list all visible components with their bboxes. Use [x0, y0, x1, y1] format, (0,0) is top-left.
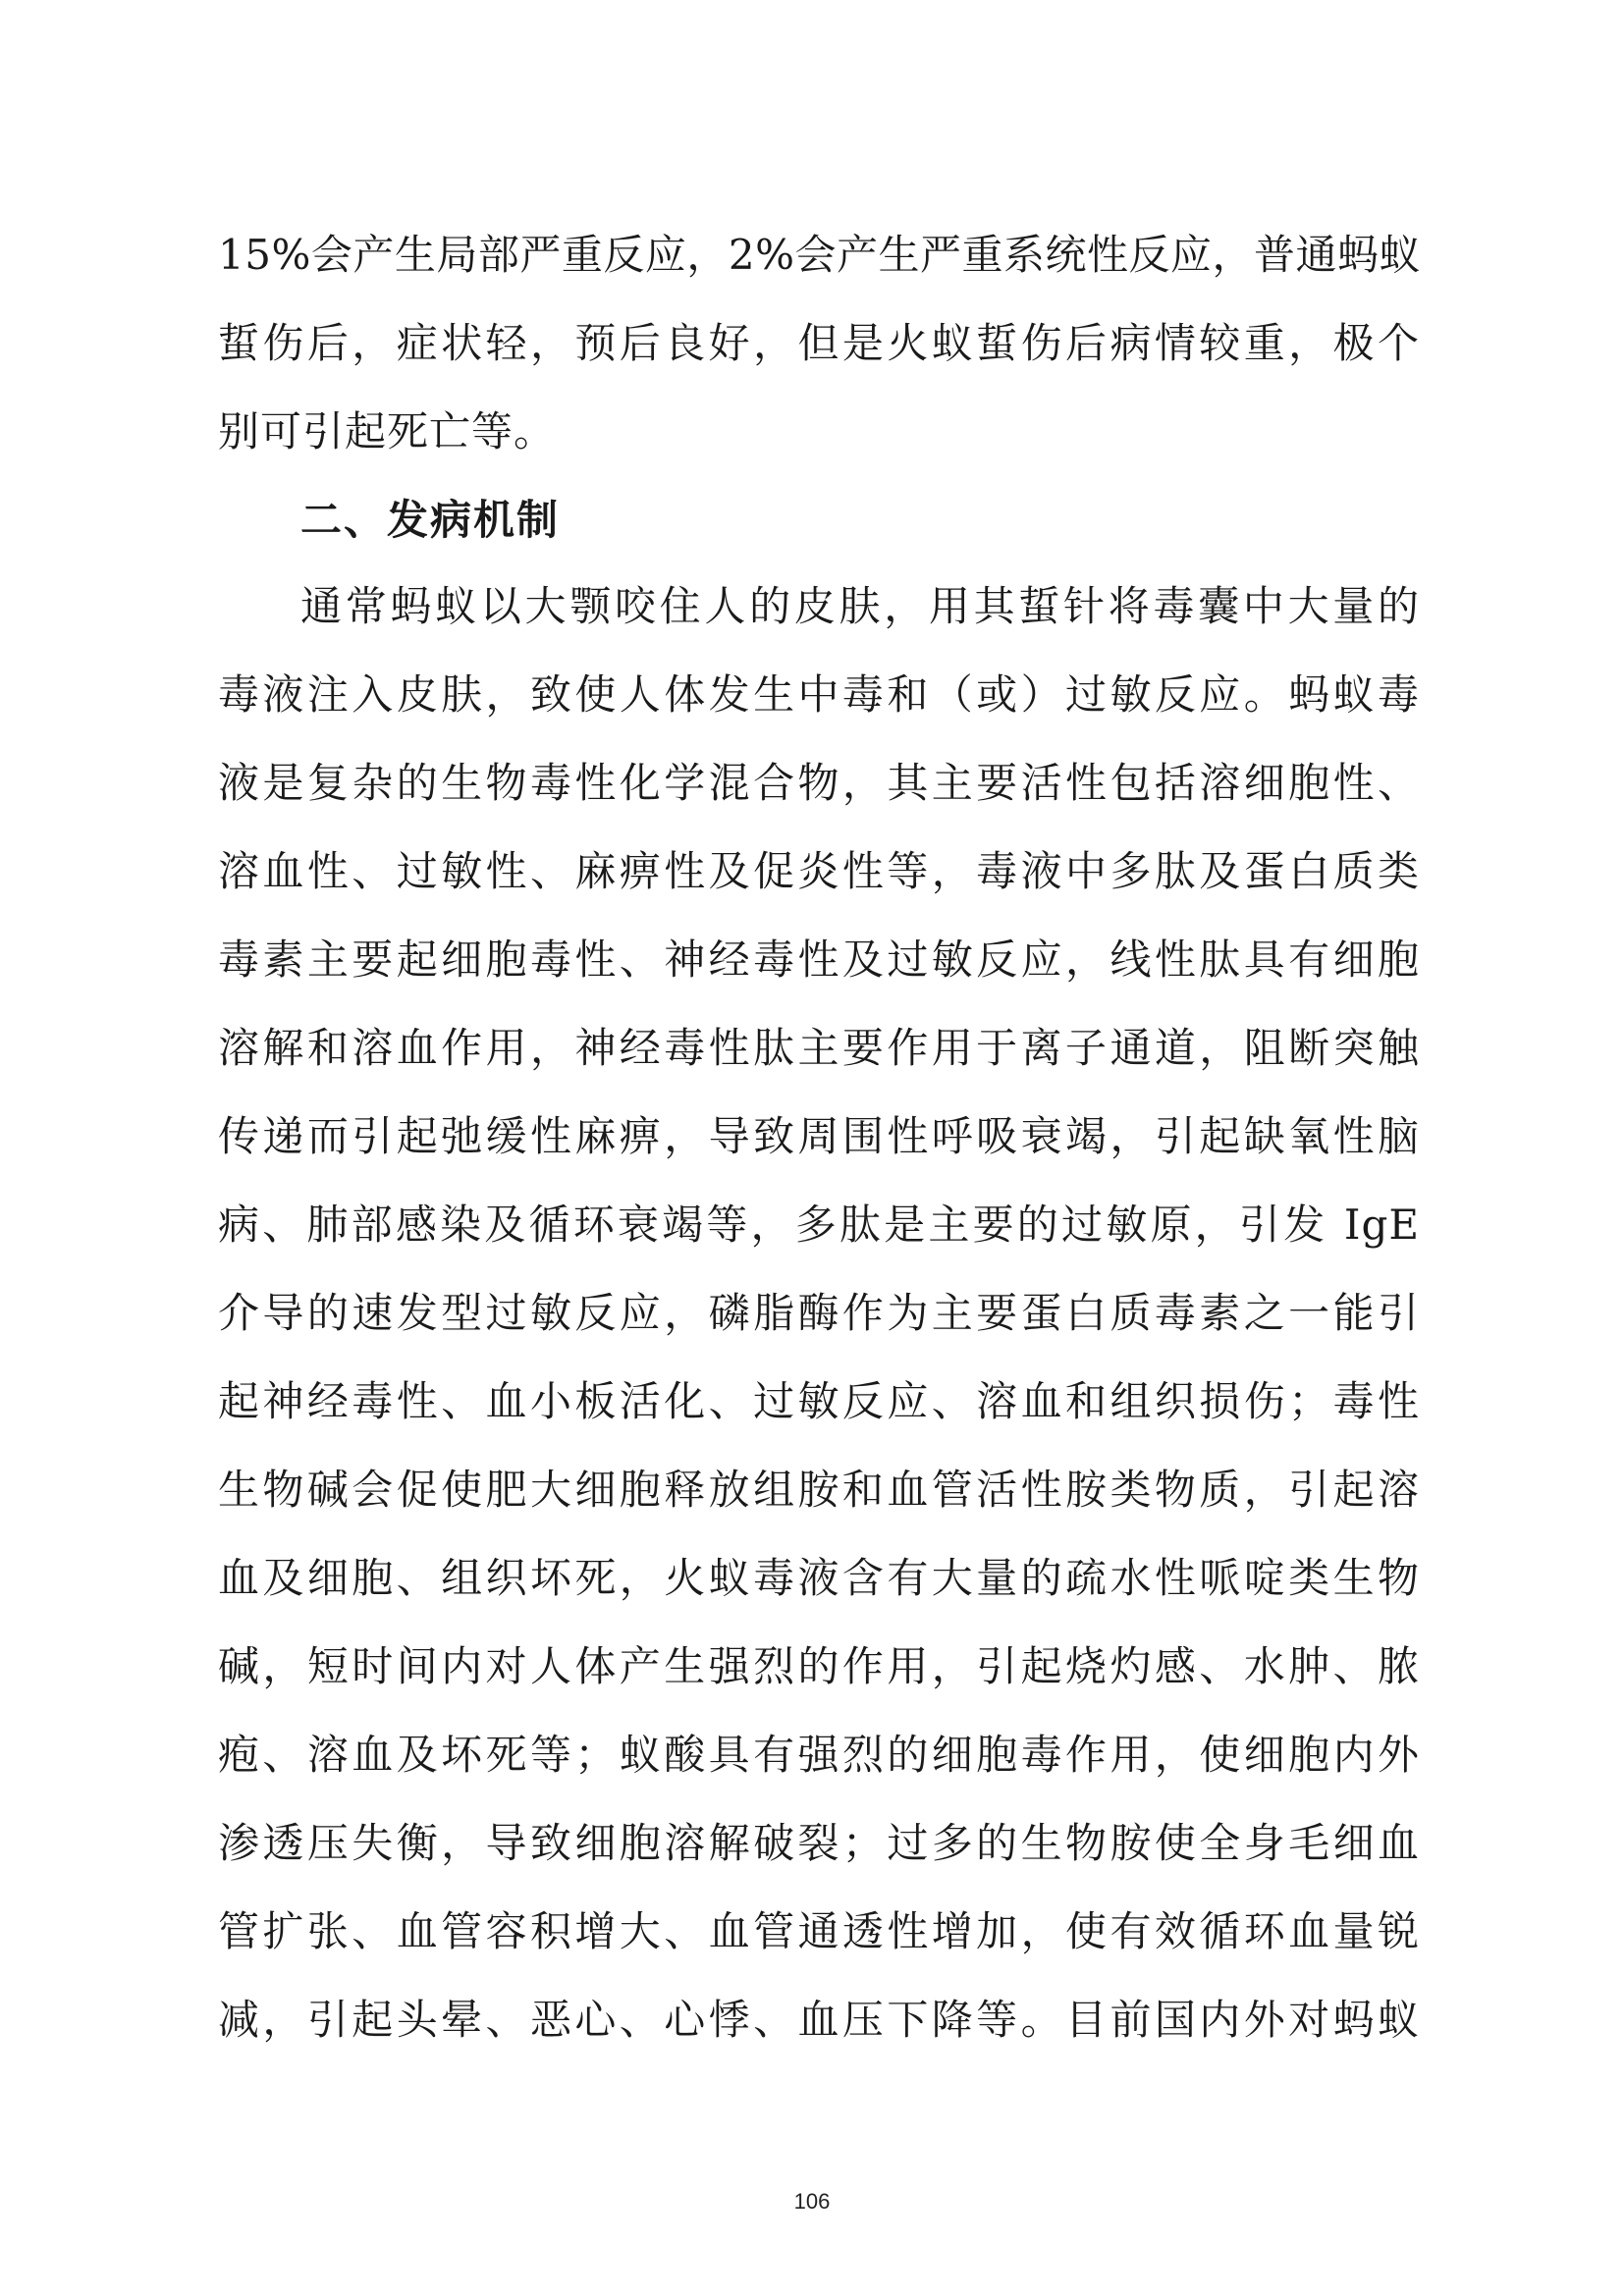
- paragraph-line: 通常蚂蚁以大颚咬住人的皮肤，用其蜇针将毒囊中大量的: [300, 582, 1420, 630]
- paragraph-line: 蜇伤后，症状轻，预后良好，但是火蚁蜇伤后病情较重，极个: [218, 319, 1420, 367]
- paragraph-line: 碱，短时间内对人体产生强烈的作用，引起烧灼感、水肿、脓: [218, 1642, 1420, 1690]
- paragraph-line: 别可引起死亡等。: [218, 407, 557, 455]
- paragraph-line: 生物碱会促使肥大细胞释放组胺和血管活性胺类物质，引起溶: [218, 1466, 1420, 1514]
- paragraph-line: 渗透压失衡，导致细胞溶解破裂；过多的生物胺使全身毛细血: [218, 1819, 1420, 1867]
- paragraph-line: 疱、溶血及坏死等；蚁酸具有强烈的细胞毒作用，使细胞内外: [218, 1731, 1420, 1779]
- paragraph-line: 介导的速发型过敏反应，磷脂酶作为主要蛋白质毒素之一能引: [218, 1289, 1420, 1337]
- page-number: 106: [793, 2189, 831, 2214]
- paragraph-line: 溶血性、过敏性、麻痹性及促炎性等，毒液中多肽及蛋白质类: [218, 847, 1420, 895]
- paragraph-line: 溶解和溶血作用，神经毒性肽主要作用于离子通道，阻断突触: [218, 1024, 1420, 1072]
- paragraph-line: 毒液注入皮肤，致使人体发生中毒和（或）过敏反应。蚂蚁毒: [218, 670, 1420, 719]
- paragraph-line: 传递而引起弛缓性麻痹，导致周围性呼吸衰竭，引起缺氧性脑: [218, 1112, 1420, 1160]
- paragraph-line: 病、肺部感染及循环衰竭等，多肽是主要的过敏原，引发 IgE: [218, 1201, 1420, 1249]
- paragraph-line: 减，引起头晕、恶心、心悸、血压下降等。目前国内外对蚂蚁: [218, 1996, 1420, 2044]
- paragraph-line: 液是复杂的生物毒性化学混合物，其主要活性包括溶细胞性、: [218, 759, 1420, 807]
- paragraph-line: 15%会产生局部严重反应，2%会产生严重系统性反应，普通蚂蚁: [218, 231, 1421, 279]
- paragraph-line: 血及细胞、组织坏死，火蚁毒液含有大量的疏水性哌啶类生物: [218, 1554, 1420, 1602]
- paragraph-line: 毒素主要起细胞毒性、神经毒性及过敏反应，线性肽具有细胞: [218, 935, 1420, 984]
- paragraph-line: 起神经毒性、血小板活化、过敏反应、溶血和组织损伤；毒性: [218, 1377, 1420, 1425]
- paragraph-line: 管扩张、血管容积增大、血管通透性增加，使有效循环血量锐: [218, 1907, 1420, 1955]
- section-heading: 二、发病机制: [300, 496, 561, 544]
